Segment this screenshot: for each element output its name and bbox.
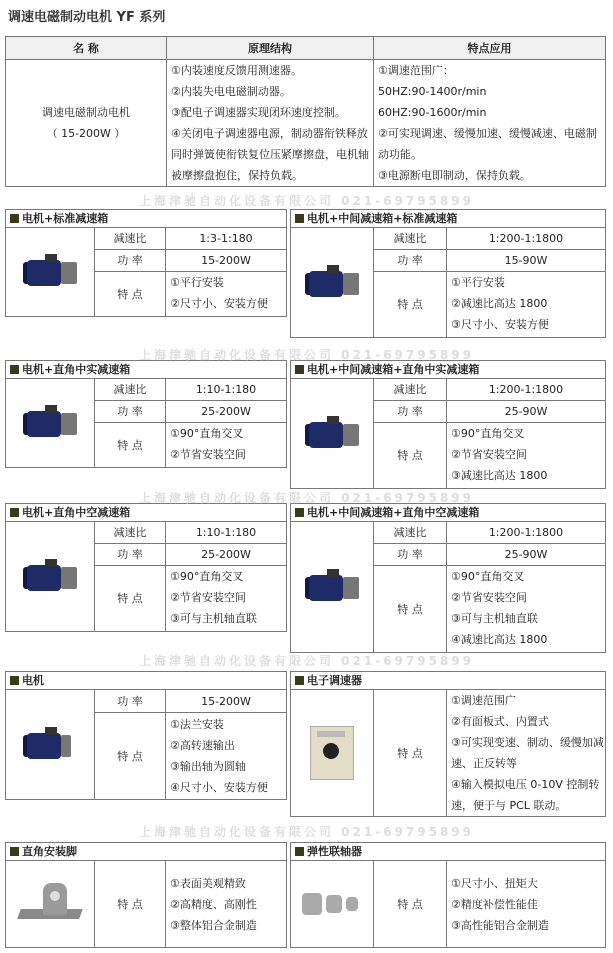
feature-item: ③尺寸小、安装方便 <box>451 318 549 331</box>
power-value: 25-200W <box>166 544 287 566</box>
power-value: 25-90W <box>447 401 606 423</box>
feature-label: 特 点 <box>374 272 447 338</box>
power-label: 功 率 <box>374 250 447 272</box>
power-label: 功 率 <box>374 544 447 566</box>
bullet-square-icon <box>10 214 19 223</box>
feature-list <box>447 272 606 338</box>
gear-motor-image <box>303 567 361 607</box>
gearbox-table <box>290 227 606 338</box>
gear-motor-image <box>21 557 79 597</box>
ratio-label: 减速比 <box>374 522 447 544</box>
section-title-text: 电机+直角中实减速箱 <box>22 363 131 376</box>
gearbox-section-title <box>5 209 287 227</box>
power-value: 15-200W <box>166 690 287 713</box>
intro-feature-item: 60HZ:90-1600r/min <box>378 106 487 119</box>
feature-label: 特 点 <box>374 690 447 817</box>
section-title-text: 电机+直角中空减速箱 <box>22 506 131 519</box>
intro-feature-item: ①调速范围广： <box>378 64 454 77</box>
watermark: 上海津驰自动化设备有限公司 021-69795899 <box>138 654 474 668</box>
ratio-label: 减速比 <box>374 228 447 250</box>
watermark: 上海津驰自动化设备有限公司 021-69795899 <box>138 491 474 505</box>
feature-item: ③输出轴为圆轴 <box>170 760 246 773</box>
feature-item: ③可实现变速、制动、缓慢加减速、正反转等 <box>451 736 604 770</box>
speed-controller-image <box>310 726 354 780</box>
motor-features <box>166 713 287 800</box>
gearbox-table <box>5 227 287 317</box>
ratio-label: 减速比 <box>95 228 166 250</box>
section-title-text: 电机+中间减速箱+直角中空减速箱 <box>307 506 480 519</box>
bracket-features <box>166 861 287 948</box>
power-label: 功 率 <box>374 401 447 423</box>
feature-item: ①平行安装 <box>451 276 505 289</box>
intro-name-line: 调速电磁制动电机 <box>42 106 130 119</box>
motor-image-cell <box>6 690 95 800</box>
intro-feature-item: ②可实现调速、缓慢加速、缓慢减速、电磁制动功能。 <box>378 127 597 161</box>
section-title-text: 电机+中间减速箱+直角中实减速箱 <box>307 363 480 376</box>
gearbox-image-cell <box>6 228 95 317</box>
controller-table <box>290 689 606 817</box>
ratio-value: 1:200-1:1800 <box>447 522 606 544</box>
coupling-image <box>346 897 358 911</box>
section-title-text: 电机+标准减速箱 <box>22 212 109 225</box>
feature-item: ①90°直角交叉 <box>170 427 244 440</box>
ratio-value: 1:10-1:180 <box>166 379 287 401</box>
watermark: 上海津驰自动化设备有限公司 021-69795899 <box>138 825 474 839</box>
intro-structure-item: ④关闭电子调速器电源，制动器衔铁释放同时弹簧使衔铁复位压紧摩擦盘，电机轴被摩擦盘抱住，保持负载。 <box>171 127 369 182</box>
gearbox-image-cell <box>291 522 374 653</box>
bullet-square-icon <box>10 508 19 517</box>
power-value: 25-200W <box>166 401 287 423</box>
section-title-text: 电机 <box>22 674 44 687</box>
intro-name-line: （ 15-200W ） <box>46 127 126 140</box>
feature-item: ④减速比高达 1800 <box>451 633 548 646</box>
feature-label: 特 点 <box>95 861 166 948</box>
feature-item: ①调速范围广 <box>451 694 516 707</box>
ratio-label: 减速比 <box>95 379 166 401</box>
bullet-square-icon <box>10 365 19 374</box>
intro-feature-item: ③电源断电即制动，保持负载。 <box>378 169 531 182</box>
section-title-text: 直角安装脚 <box>22 845 77 858</box>
section-title-text: 电子调速器 <box>307 674 362 687</box>
feature-item: ③高性能铝合金制造 <box>451 918 549 932</box>
power-value: 25-90W <box>447 544 606 566</box>
coupling-table <box>290 860 606 948</box>
feature-item: ②减速比高达 1800 <box>451 297 548 310</box>
motor-section-title <box>5 671 287 689</box>
feature-item: ③可与主机轴直联 <box>170 612 257 625</box>
ratio-value: 1:10-1:180 <box>166 522 287 544</box>
feature-list <box>447 423 606 489</box>
bracket-section-title <box>5 842 287 860</box>
bullet-square-icon <box>295 508 304 517</box>
feature-item: ①法兰安装 <box>170 718 224 731</box>
bullet-square-icon <box>295 365 304 374</box>
intro-header-name: 名 称 <box>6 37 167 60</box>
gear-motor-image <box>21 403 79 443</box>
power-label: 功 率 <box>95 544 166 566</box>
feature-item: ③整体铝合金制造 <box>170 918 257 932</box>
gearbox-image-cell <box>291 228 374 338</box>
bracket-table <box>5 860 287 948</box>
feature-label: 特 点 <box>95 423 166 468</box>
gearbox-image-cell <box>6 522 95 632</box>
feature-list <box>166 423 287 468</box>
intro-header-features: 特点应用 <box>374 37 606 60</box>
feature-label: 特 点 <box>374 423 447 489</box>
gearbox-table <box>5 378 287 468</box>
feature-item: ③减速比高达 1800 <box>451 469 548 482</box>
gearbox-section-title <box>290 209 606 227</box>
gearbox-image-cell <box>291 379 374 489</box>
intro-table <box>5 36 606 187</box>
feature-label: 特 点 <box>95 713 166 800</box>
intro-header-structure: 原理结构 <box>167 37 374 60</box>
intro-feature-item: 50HZ:90-1400r/min <box>378 85 487 98</box>
bullet-square-icon <box>295 847 304 856</box>
coupling-features <box>447 861 606 948</box>
intro-name-cell <box>6 60 167 187</box>
feature-label: 特 点 <box>95 566 166 632</box>
feature-label: 特 点 <box>95 272 166 317</box>
gearbox-table <box>290 378 606 489</box>
motor-image <box>21 725 79 765</box>
feature-item: ①尺寸小、扭矩大 <box>451 876 538 890</box>
bracket-image-cell <box>6 861 95 948</box>
feature-item: ④输入模拟电压 0-10V 控制转速，便于与 PCL 联动。 <box>451 778 600 812</box>
feature-item: ②精度补偿性能佳 <box>451 897 538 911</box>
feature-item: ②尺寸小、安装方便 <box>170 297 268 310</box>
gear-motor-image <box>303 414 361 454</box>
feature-item: ①平行安装 <box>170 276 224 289</box>
coupling-image <box>302 893 322 915</box>
coupling-image <box>326 895 342 913</box>
power-label: 功 率 <box>95 250 166 272</box>
watermark: 上海津驰自动化设备有限公司 021-69795899 <box>138 194 474 208</box>
intro-structure-cell <box>167 60 374 187</box>
bullet-square-icon <box>10 847 19 856</box>
gearbox-table <box>5 521 287 632</box>
power-value: 15-90W <box>447 250 606 272</box>
page-title: 调速电磁制动电机 YF 系列 <box>8 10 166 25</box>
feature-item: ③可与主机轴直联 <box>451 612 538 625</box>
feature-label: 特 点 <box>374 861 447 948</box>
gear-motor-image <box>21 252 79 292</box>
feature-item: ②高精度、高刚性 <box>170 897 257 911</box>
feature-list <box>447 566 606 653</box>
gearbox-table <box>290 521 606 653</box>
ratio-value: 1:3-1:180 <box>166 228 287 250</box>
feature-item: ①90°直角交叉 <box>170 570 244 583</box>
intro-structure-item: ①内装速度反馈用测速器。 <box>171 64 302 77</box>
controller-section-title <box>290 671 606 689</box>
ratio-value: 1:200-1:1800 <box>447 379 606 401</box>
coupling-image-cell <box>291 861 374 948</box>
intro-features-cell <box>374 60 606 187</box>
intro-structure-item: ③配电子调速器实现闭环速度控制。 <box>171 106 346 119</box>
power-label: 功 率 <box>95 401 166 423</box>
section-title-text: 电机+中间减速箱+标准减速箱 <box>307 212 458 225</box>
ratio-value: 1:200-1:1800 <box>447 228 606 250</box>
bullet-square-icon <box>295 214 304 223</box>
feature-item: ②有面板式、内置式 <box>451 715 549 728</box>
controller-image-cell <box>291 690 374 817</box>
power-value: 15-200W <box>166 250 287 272</box>
feature-item: ②高转速输出 <box>170 739 235 752</box>
watermark: 上海津驰自动化设备有限公司 021-69795899 <box>138 348 474 362</box>
section-title-text: 弹性联轴器 <box>307 845 362 858</box>
ratio-label: 减速比 <box>374 379 447 401</box>
feature-item: ②节省安装空间 <box>170 591 246 604</box>
ratio-label: 减速比 <box>95 522 166 544</box>
bullet-square-icon <box>10 676 19 685</box>
feature-list <box>166 272 287 317</box>
gear-motor-image <box>303 263 361 303</box>
feature-label: 特 点 <box>374 566 447 653</box>
feature-list <box>166 566 287 632</box>
feature-item: ②节省安装空间 <box>170 448 246 461</box>
feature-item: ②节省安装空间 <box>451 591 527 604</box>
controller-features <box>447 690 606 817</box>
feature-item: ①90°直角交叉 <box>451 427 525 440</box>
bullet-square-icon <box>295 676 304 685</box>
bracket-image <box>15 879 85 929</box>
power-label: 功 率 <box>95 690 166 713</box>
motor-table <box>5 689 287 800</box>
gearbox-image-cell <box>6 379 95 468</box>
intro-structure-item: ②内装失电电磁制动器。 <box>171 85 291 98</box>
feature-item: ②节省安装空间 <box>451 448 527 461</box>
feature-item: ④尺寸小、安装方便 <box>170 781 268 794</box>
feature-item: ①90°直角交叉 <box>451 570 525 583</box>
feature-item: ①表面美观精致 <box>170 876 246 890</box>
coupling-section-title <box>290 842 606 860</box>
